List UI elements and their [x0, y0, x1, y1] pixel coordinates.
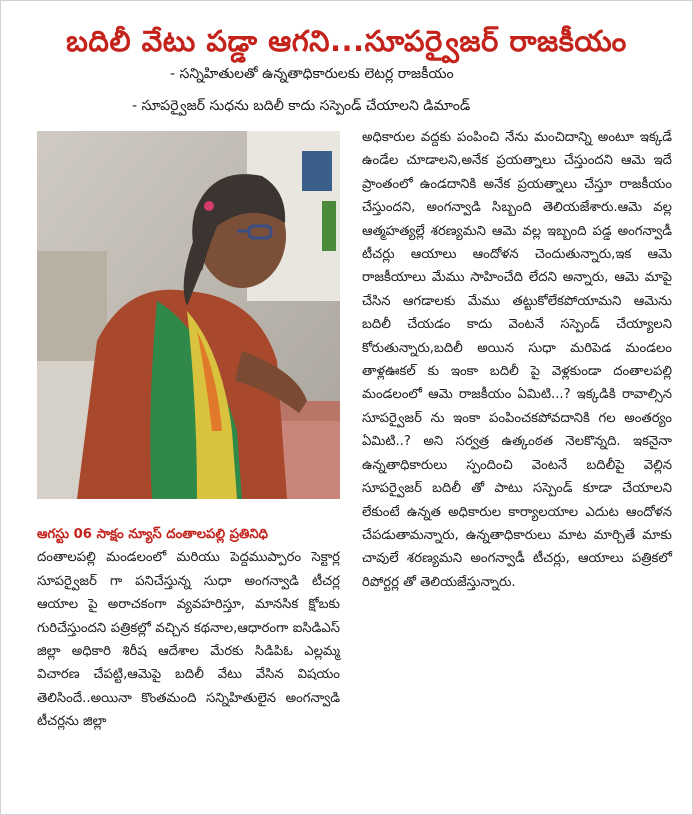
left-column-paragraph [37, 523, 340, 734]
left-column [37, 523, 340, 734]
right-column [362, 126, 672, 594]
article-photo [37, 131, 340, 499]
photo-illustration [37, 131, 340, 499]
dateline: ఆగస్టు 06 సాక్షం న్యూస్ దంతాలపల్లి ప్రతినిధి [37, 527, 268, 542]
subheading-1: - సన్నిహితులతో ఉన్నతాధికారులకు లెటర్ల రాజకీయం [170, 66, 454, 82]
headline: బదిలీ వేటు పడ్డా ఆగని...సూపర్వైజర్ రాజకీయం [66, 24, 627, 58]
right-column-text: అధికారుల వద్దకు పంపించి నేను మంచిదాన్ని అంటూ ఇక్కడే ఉండేల చూడాలని,అనేక ప్రయత్నాలు చేస్తుందని ఆమె ఇదే ప్రాంతంలో ఉండదానికి అనేక ప్రయత్నాలు చేస్తూ రాజకీయం చేస్తుందని, అంగన్వాడి సిబ్బంది తెలియజేశారు.ఆమె వల్ల ఆత్మహత్యల్లే శరణ్యమని ఆమె వల్ల ఇబ్బంది పడ్డ అంగన్వాడీ టీచర్లు ఆయాలు ఆందోళన చెందుతున్నారు,ఇక ఆమె రాజకీయాలు మేము సాహించేది లేదని అన్నారు, ఆమె మాపై చేసిన ఆగడాలకు మేము తట్టుకోలేకపోయామని ఆమెను బదిలీ చేయడం కాదు వెంటనే సస్పెండ్ చేయ్యాలని కోరుతున్నారు,బదిలీ అయిన సుధా మరిపెడ మండలం తాళ్లఊకల్ కు ఇంకా బదిలీ పై వెళ్లకుండా దంతాలపల్లి మండలంలో ఆమె రాజకీయం ఏమిటి...? ఇక్కడికి రావాల్సిన సూపర్వైజర్ ను ఇంకా పంపించకపోవదానికి గల అంతర్యం ఏమిటి..? అని సర్వత్ర ఉత్కంఠత నెలకొన్నది. ఇకనైనా ఉన్నతాధికారులు స్పందించి వెంటనే బదిలీపై వెల్లిన సూపర్వైజర్ బదిలీ తో పాటు సస్పెండ్ కూడా చేయాలని లేకుంటే ఉన్నత అధికారుల కార్యాలయాల ఎదుట ఆందోళన చేపడుతామన్నారు, ఉన్నతాధికారులు మాట మార్చితే మాకు చావులే శరణ్యమని అంగన్వాడీ టీచర్లు, ఆయాలు పత్రికలో రిపోర్టర్ల తో తెలియజేస్తున్నారు. [362, 130, 672, 590]
subheading-2: - సూపర్వైజర్ సుధను బదిలీ కాదు సస్పెండ్ చేయాలని డిమాండ్ [132, 98, 471, 114]
left-column-text: దంతాలపల్లి మండలంలో మరియు పెద్దముప్పారం సెక్టార్ల సూపర్వైజర్ గా పనిచేస్తున్న సుధా అంగన్వాడి టీచర్ల ఆయాల పై అరాచకంగా వ్యవహరిస్తూ, మానసిక క్షోబకు గురిచేస్తుందని పత్రికల్లో వచ్చిన కథనాల,ఆధారంగా ఐసిడిఎస్ జిల్లా అధికారి శిరీష ఆదేశాల మేరకు సిడిపిఓ ఎల్లమ్మ విచారణ చేపట్టి,ఆమెపై బదిలీ వేటు వేసిన విషయం తెలిసిందే..అయినా కొంతమంది సన్నిహితులైన అంగన్వాడి టీచర్లను జిల్లా [37, 550, 340, 730]
